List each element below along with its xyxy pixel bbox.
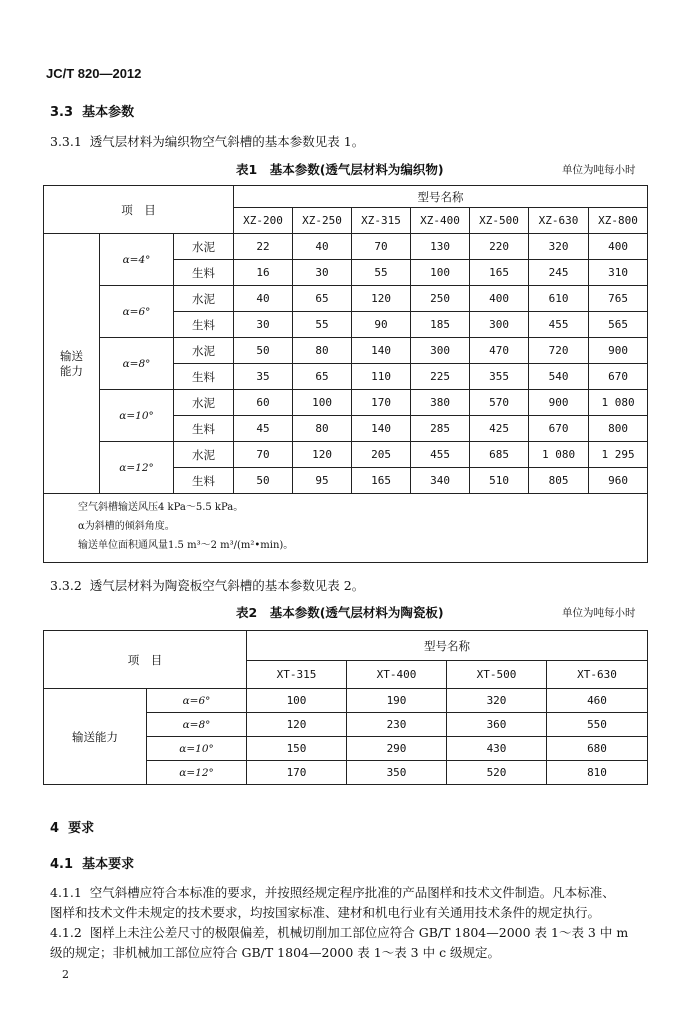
table-cell: 170 <box>247 761 347 785</box>
table-cell: 45 <box>234 416 293 442</box>
section-3-3-2 <box>50 576 364 594</box>
table-cell: 65 <box>293 364 352 390</box>
table-cell: 400 <box>589 234 648 260</box>
table-cell: 670 <box>529 416 589 442</box>
clause-4-1-1-line2: 图样和技术文件未规定的技术要求，均按国家标准、建材和机电行业有关通用技术条件的规定执行。 <box>50 905 601 920</box>
table-cell: 100 <box>411 260 470 286</box>
table-cell: 250 <box>411 286 470 312</box>
table-row <box>44 689 648 713</box>
table1-caption: 表1 基本参数(透气层材料为编织物) <box>236 162 444 177</box>
table-cell: 55 <box>293 312 352 338</box>
model-header: 型号名称 <box>234 186 648 208</box>
model-col-header: XZ-200 <box>234 208 293 234</box>
table-cell: 230 <box>347 713 447 737</box>
table-cell: 60 <box>234 390 293 416</box>
table-cell: 140 <box>352 338 411 364</box>
table-cell: 70 <box>352 234 411 260</box>
table-cell: 165 <box>352 468 411 494</box>
clause-number: 4.1.1 <box>50 885 82 900</box>
table-cell: 565 <box>589 312 648 338</box>
table-cell: 720 <box>529 338 589 364</box>
table-notes-row <box>44 494 648 563</box>
item-header: 项 目 <box>44 186 234 234</box>
clause-number: 3.3.2 <box>50 578 82 593</box>
clause-number: 3.3.1 <box>50 134 82 149</box>
table-cell: 810 <box>547 761 648 785</box>
table-cell: 40 <box>234 286 293 312</box>
table-cell: 1 295 <box>589 442 648 468</box>
table-cell: 460 <box>547 689 648 713</box>
table-cell: 670 <box>589 364 648 390</box>
material-label: 水泥 <box>174 338 234 364</box>
table-cell: 65 <box>293 286 352 312</box>
model-col-header: XT-500 <box>447 661 547 689</box>
table-note: 空气斜槽输送风压4 kPa～5.5 kPa。 <box>78 502 244 513</box>
row-group-label <box>44 234 100 494</box>
section-title: 基本参数 <box>82 105 135 120</box>
material-label: 水泥 <box>174 390 234 416</box>
table-cell: 1 080 <box>589 390 648 416</box>
model-col-header: XZ-315 <box>352 208 411 234</box>
material-label: 生料 <box>174 312 234 338</box>
model-col-header: XT-630 <box>547 661 648 689</box>
table2 <box>43 630 648 785</box>
table-cell: 540 <box>529 364 589 390</box>
page-number: 2 <box>62 968 69 981</box>
table-cell: 50 <box>234 338 293 364</box>
table1 <box>43 185 648 563</box>
section-3-3-1 <box>50 132 364 150</box>
table-cell: 90 <box>352 312 411 338</box>
table-cell: 340 <box>411 468 470 494</box>
table-cell: 220 <box>470 234 529 260</box>
table-cell: 425 <box>470 416 529 442</box>
model-col-header: XZ-630 <box>529 208 589 234</box>
table-cell: 35 <box>234 364 293 390</box>
table-cell: 310 <box>589 260 648 286</box>
table-cell: 80 <box>293 338 352 364</box>
table-cell: 225 <box>411 364 470 390</box>
table-cell: 120 <box>247 713 347 737</box>
section-number: 4 <box>50 821 60 836</box>
clause-number: 4.1.2 <box>50 925 82 940</box>
angle-label: α=4° <box>100 234 174 286</box>
table-note: α为斜槽的倾斜角度。 <box>78 521 175 532</box>
material-label: 生料 <box>174 468 234 494</box>
table-row <box>44 442 648 468</box>
clause-text: 透气层材料为陶瓷板空气斜槽的基本参数见表 2。 <box>89 578 365 593</box>
table-notes <box>44 494 648 563</box>
table-note: 输送单位面积通风量1.5 m³～2 m³/(m²•min)。 <box>78 540 294 551</box>
table-cell: 510 <box>470 468 529 494</box>
table2-unit: 单位为吨每小时 <box>562 607 636 619</box>
table-cell: 165 <box>470 260 529 286</box>
row-group-label: 输送能力 <box>44 689 147 785</box>
table-cell: 110 <box>352 364 411 390</box>
angle-label: α=10° <box>100 390 174 442</box>
angle-label: α=8° <box>147 713 247 737</box>
table-cell: 430 <box>447 737 547 761</box>
material-label: 生料 <box>174 260 234 286</box>
section-title: 基本要求 <box>82 857 135 872</box>
table-cell: 285 <box>411 416 470 442</box>
table-cell: 100 <box>293 390 352 416</box>
clause-text: 空气斜槽应符合本标准的要求，并按照经规定程序批准的产品图样和技术文件制造。凡本标准、 <box>89 885 615 900</box>
table-cell: 355 <box>470 364 529 390</box>
model-col-header: XZ-250 <box>293 208 352 234</box>
table-cell: 550 <box>547 713 648 737</box>
angle-label: α=6° <box>100 286 174 338</box>
section-number: 4.1 <box>50 857 74 872</box>
table-cell: 290 <box>347 737 447 761</box>
table-cell: 520 <box>447 761 547 785</box>
model-col-header: XZ-800 <box>589 208 648 234</box>
model-header: 型号名称 <box>247 631 648 661</box>
angle-label: α=12° <box>100 442 174 494</box>
table-cell: 120 <box>352 286 411 312</box>
model-col-header: XT-315 <box>247 661 347 689</box>
table-cell: 570 <box>470 390 529 416</box>
table-cell: 1 080 <box>529 442 589 468</box>
table-cell: 245 <box>529 260 589 286</box>
table-cell: 95 <box>293 468 352 494</box>
table-cell: 190 <box>347 689 447 713</box>
angle-label: α=10° <box>147 737 247 761</box>
table-cell: 100 <box>247 689 347 713</box>
table-cell: 70 <box>234 442 293 468</box>
table-cell: 350 <box>347 761 447 785</box>
table-cell: 130 <box>411 234 470 260</box>
table-row <box>44 338 648 364</box>
section-4-heading <box>50 817 94 836</box>
standard-number: JC/T 820—2012 <box>46 66 142 81</box>
table-cell: 320 <box>447 689 547 713</box>
material-label: 生料 <box>174 364 234 390</box>
section-3-3-heading <box>50 101 134 120</box>
table-cell: 320 <box>529 234 589 260</box>
table-cell: 120 <box>293 442 352 468</box>
table-cell: 805 <box>529 468 589 494</box>
table-cell: 470 <box>470 338 529 364</box>
model-col-header: XZ-400 <box>411 208 470 234</box>
table-cell: 50 <box>234 468 293 494</box>
row-group-text: 输送能力 <box>59 348 83 378</box>
table-cell: 300 <box>470 312 529 338</box>
table-cell: 40 <box>293 234 352 260</box>
material-label: 水泥 <box>174 442 234 468</box>
section-4-1-heading <box>50 853 134 872</box>
table-cell: 205 <box>352 442 411 468</box>
table-cell: 400 <box>470 286 529 312</box>
angle-label: α=8° <box>100 338 174 390</box>
table-cell: 185 <box>411 312 470 338</box>
clause-text: 图样上未注公差尺寸的极限偏差，机械切削加工部位应符合 GB/T 1804—2000 表 1～表 3 中 m <box>89 925 629 940</box>
material-label: 生料 <box>174 416 234 442</box>
section-title: 要求 <box>68 821 95 836</box>
clause-4-1-2-line1 <box>50 923 628 941</box>
clause-4-1-2-line2: 级的规定；非机械加工部位应符合 GB/T 1804—2000 表 1～表 3 中 c 级规定。 <box>50 945 501 960</box>
table-cell: 455 <box>529 312 589 338</box>
table-row <box>44 390 648 416</box>
table-cell: 360 <box>447 713 547 737</box>
item-header: 项 目 <box>44 631 247 689</box>
table-cell: 16 <box>234 260 293 286</box>
table-cell: 610 <box>529 286 589 312</box>
clause-4-1-1-line1 <box>50 883 615 901</box>
angle-label: α=12° <box>147 761 247 785</box>
table-cell: 455 <box>411 442 470 468</box>
material-label: 水泥 <box>174 234 234 260</box>
table1-unit: 单位为吨每小时 <box>562 164 636 176</box>
model-col-header: XZ-500 <box>470 208 529 234</box>
table-cell: 765 <box>589 286 648 312</box>
table-cell: 900 <box>529 390 589 416</box>
table2-caption: 表2 基本参数(透气层材料为陶瓷板) <box>236 605 444 620</box>
table-cell: 80 <box>293 416 352 442</box>
material-label: 水泥 <box>174 286 234 312</box>
table-cell: 140 <box>352 416 411 442</box>
table-row <box>44 234 648 260</box>
table-cell: 150 <box>247 737 347 761</box>
table-cell: 55 <box>352 260 411 286</box>
table-cell: 685 <box>470 442 529 468</box>
table-cell: 30 <box>234 312 293 338</box>
table-cell: 380 <box>411 390 470 416</box>
table-cell: 960 <box>589 468 648 494</box>
section-number: 3.3 <box>50 105 74 120</box>
table-cell: 22 <box>234 234 293 260</box>
table-cell: 680 <box>547 737 648 761</box>
table-cell: 300 <box>411 338 470 364</box>
table-cell: 800 <box>589 416 648 442</box>
table-cell: 170 <box>352 390 411 416</box>
model-col-header: XT-400 <box>347 661 447 689</box>
table-cell: 30 <box>293 260 352 286</box>
angle-label: α=6° <box>147 689 247 713</box>
table-row <box>44 286 648 312</box>
clause-text: 透气层材料为编织物空气斜槽的基本参数见表 1。 <box>89 134 365 149</box>
table-cell: 900 <box>589 338 648 364</box>
